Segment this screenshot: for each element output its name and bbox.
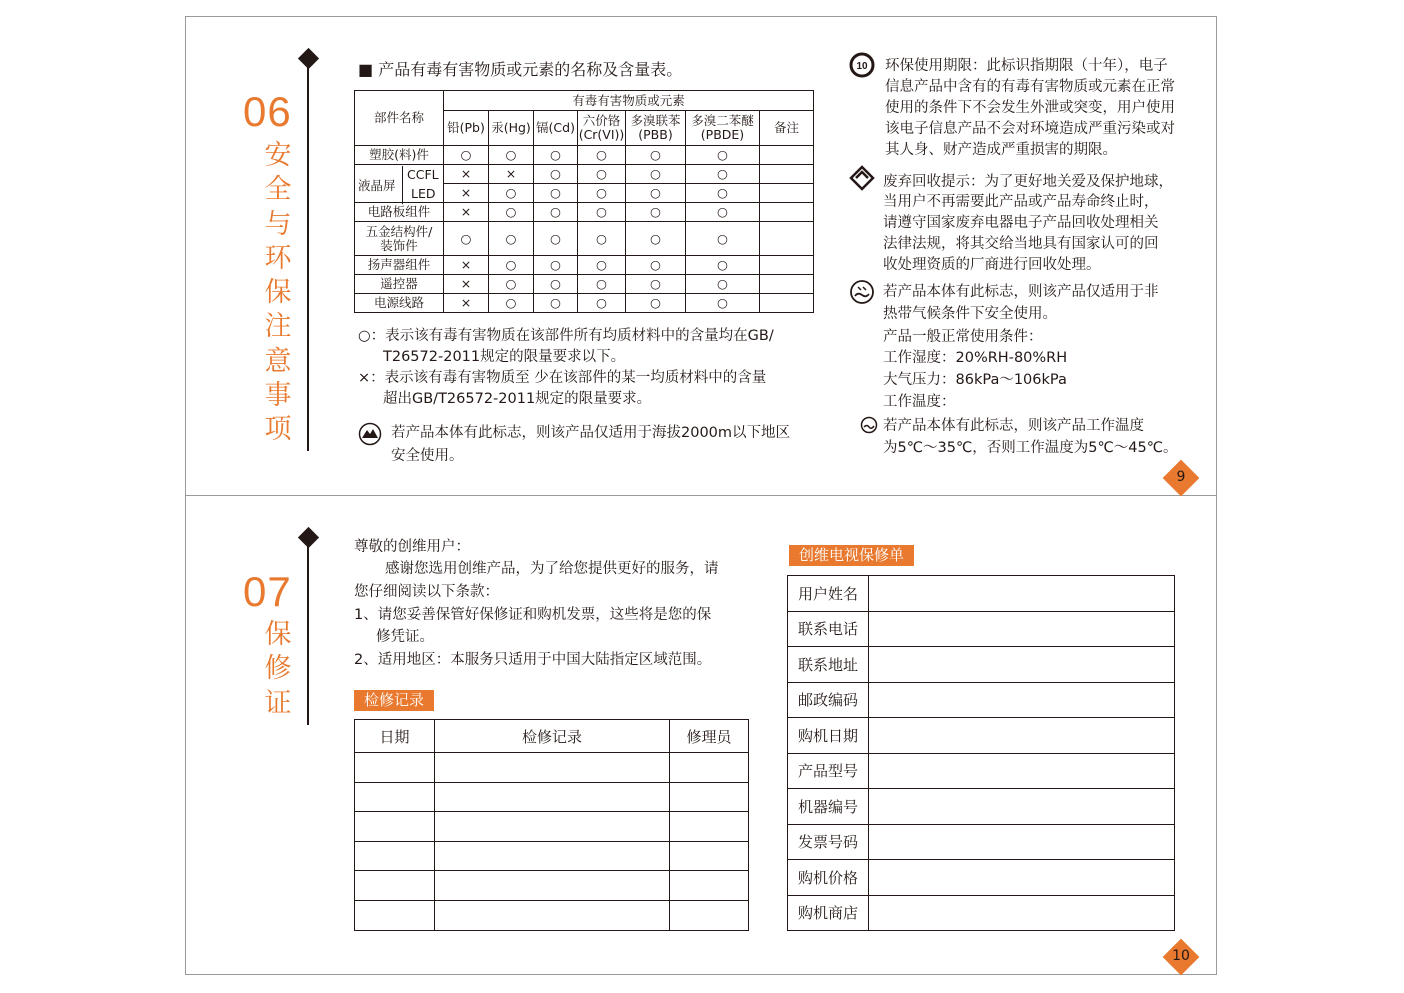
lcd-led-label: LED — [411, 186, 436, 201]
cell: × — [444, 275, 489, 294]
table-row — [355, 146, 814, 165]
cell: ○ — [626, 222, 686, 256]
hazard-table — [354, 90, 814, 313]
cell — [760, 294, 814, 313]
form-row — [788, 753, 1175, 789]
cell — [760, 203, 814, 222]
row-part: 扬声器组件 — [355, 256, 444, 275]
row-part: 五金结构件/ 装饰件 — [355, 222, 444, 256]
cell: ○ — [444, 222, 489, 256]
climate-line6: 工作温度： — [883, 394, 956, 410]
intro-line2: 您仔细阅读以下条款： — [354, 584, 499, 600]
cell: ○ — [534, 184, 578, 203]
header-group: 有毒有害物质或元素 — [444, 91, 814, 111]
climate-line1: 若产品本体有此标志，则该产品仅适用于非 — [883, 284, 1159, 300]
cell — [760, 275, 814, 294]
cell[interactable] — [355, 871, 435, 901]
section-title: 保修证 — [264, 619, 292, 719]
field-value[interactable] — [869, 718, 1175, 754]
lcd-split-line — [402, 166, 403, 204]
item2: 2、适用地区：本服务只适用于中国大陆指定区域范围。 — [354, 652, 712, 668]
climate-icon — [849, 279, 875, 305]
field-value[interactable] — [869, 824, 1175, 860]
lcd-ccfl-label: CCFL — [407, 167, 439, 182]
item1-line2: 修凭证。 — [376, 629, 434, 645]
cell: ○ — [489, 184, 534, 203]
col-repairer: 修理员 — [670, 720, 749, 753]
table-row — [355, 782, 749, 812]
cell: × — [489, 165, 534, 184]
cell[interactable] — [435, 782, 670, 812]
form-row — [788, 824, 1175, 860]
cell[interactable] — [435, 841, 670, 871]
recycle-line2: 当用户不再需要此产品或产品寿命终止时， — [883, 194, 1159, 210]
field-value[interactable] — [869, 753, 1175, 789]
cell: ○ — [686, 294, 760, 313]
cell: ○ — [578, 203, 626, 222]
header-col: 镉(Cd) — [534, 111, 578, 146]
recycle-line3: 请遵守国家废弃电器电子产品回收处理相关 — [883, 215, 1159, 231]
cell: ○ — [686, 275, 760, 294]
warranty-tag: 创维电视保修单 — [789, 545, 914, 566]
header-col: 汞(Hg) — [489, 111, 534, 146]
cell[interactable] — [670, 900, 749, 930]
cell: ○ — [578, 294, 626, 313]
cell: ○ — [534, 256, 578, 275]
note-circle-line2: T26572-2011规定的限量要求以下。 — [383, 349, 626, 365]
row-part: 塑胶(料)件 — [355, 146, 444, 165]
table-heading: ■ 产品有毒有害物质或元素的名称及含量表。 — [358, 60, 683, 79]
altitude-icon — [358, 422, 382, 446]
field-label: 用户姓名 — [788, 576, 869, 612]
cell: ○ — [444, 146, 489, 165]
note-cross-line2: 超出GB/T26572-2011规定的限量要求。 — [383, 391, 652, 407]
table-row — [355, 203, 814, 222]
row-part: 电路板组件 — [355, 203, 444, 222]
form-row — [788, 895, 1175, 931]
field-value[interactable] — [869, 611, 1175, 647]
table-row — [355, 256, 814, 275]
form-row — [788, 611, 1175, 647]
eco-period-line2: 信息产品中含有的有毒有害物质或元素在正常 — [885, 79, 1175, 95]
cell: × — [444, 256, 489, 275]
cell: ○ — [578, 222, 626, 256]
header-col: 铅(Pb) — [444, 111, 489, 146]
record-tag: 检修记录 — [354, 690, 434, 711]
header-col: 多溴二苯醚 (PBDE) — [686, 111, 760, 146]
row-part: 电源线路 — [355, 294, 444, 313]
cell[interactable] — [355, 841, 435, 871]
section-rule — [307, 66, 309, 451]
section-number: 06 — [243, 88, 292, 135]
header-col: 备注 — [760, 111, 814, 146]
cell — [760, 165, 814, 184]
cell: ○ — [534, 275, 578, 294]
temperature-line1: 若产品本体有此标志，则该产品工作温度 — [883, 418, 1144, 434]
section-rule — [307, 545, 309, 725]
header-col: 多溴联苯 (PBB) — [626, 111, 686, 146]
climate-line2: 热带气候条件下安全使用。 — [883, 306, 1057, 322]
cell: ○ — [489, 222, 534, 256]
cell[interactable] — [435, 753, 670, 783]
field-label: 购机商店 — [788, 895, 869, 931]
cell: ○ — [489, 256, 534, 275]
field-label: 发票号码 — [788, 824, 869, 860]
eco-period-line4: 该电子信息产品不会对环境造成严重污染或对 — [885, 121, 1175, 137]
cell: × — [444, 203, 489, 222]
altitude-line2: 安全使用。 — [391, 448, 464, 464]
table-row — [355, 294, 814, 313]
cell — [760, 256, 814, 275]
cell: ○ — [489, 203, 534, 222]
section-title: 安全与环保注意事项 — [264, 140, 292, 446]
cell[interactable] — [670, 841, 749, 871]
temperature-icon — [860, 416, 878, 434]
cell[interactable] — [355, 782, 435, 812]
cell: ○ — [578, 146, 626, 165]
cell: ○ — [578, 256, 626, 275]
cell: × — [444, 165, 489, 184]
field-label: 购机日期 — [788, 718, 869, 754]
cell: ○ — [578, 165, 626, 184]
field-label: 产品型号 — [788, 753, 869, 789]
cell: ○ — [686, 184, 760, 203]
eco-period-line1: 环保使用期限：此标识指期限（十年），电子 — [885, 58, 1168, 74]
field-value[interactable] — [869, 789, 1175, 825]
field-value[interactable] — [869, 895, 1175, 931]
eco-period-icon-text: 10 — [856, 61, 868, 72]
table-row — [355, 900, 749, 930]
page-number: 10 — [1172, 948, 1190, 964]
form-row — [788, 860, 1175, 896]
recycle-line5: 收处理资质的厂商进行回收处理。 — [883, 257, 1101, 273]
field-value[interactable] — [869, 647, 1175, 683]
table-row — [355, 222, 814, 256]
form-row — [788, 789, 1175, 825]
form-row — [788, 718, 1175, 754]
table-row — [355, 275, 814, 294]
climate-line3: 产品一般正常使用条件： — [883, 329, 1043, 345]
table-row — [355, 812, 749, 842]
page-number: 9 — [1176, 469, 1186, 485]
cell: ○ — [534, 203, 578, 222]
cell: ○ — [686, 222, 760, 256]
cell: ○ — [626, 184, 686, 203]
table-row — [355, 753, 749, 783]
field-value[interactable] — [869, 682, 1175, 718]
col-date: 日期 — [355, 720, 435, 753]
cell[interactable] — [435, 871, 670, 901]
climate-line5: 大气压力：86kPa～106kPa — [883, 372, 1067, 388]
cell: ○ — [626, 256, 686, 275]
cell: ○ — [534, 165, 578, 184]
cell: × — [444, 294, 489, 313]
warranty-form — [787, 575, 1175, 931]
page-divider — [185, 495, 1217, 496]
field-label: 联系地址 — [788, 647, 869, 683]
intro-line1: 感谢您选用创维产品，为了给您提供更好的服务，请 — [385, 561, 719, 577]
lcd-label: 液晶屏 — [358, 178, 396, 193]
altitude-line1: 若产品本体有此标志，则该产品仅适用于海拔2000m以下地区 — [391, 425, 791, 441]
cell[interactable] — [355, 900, 435, 930]
cell[interactable] — [435, 900, 670, 930]
cell: ○ — [489, 146, 534, 165]
eco-period-line5: 其人身、财产造成严重损害的期限。 — [885, 142, 1117, 158]
cell: ○ — [686, 165, 760, 184]
cell: ○ — [489, 294, 534, 313]
cell[interactable] — [670, 782, 749, 812]
cell: × — [444, 184, 489, 203]
note-cross-line1: ×：表示该有毒有害物质至 少在该部件的某一均质材料中的含量 — [358, 370, 767, 386]
cell: ○ — [578, 275, 626, 294]
table-row — [355, 841, 749, 871]
cell[interactable] — [355, 753, 435, 783]
header-part: 部件名称 — [355, 91, 444, 146]
cell: ○ — [489, 275, 534, 294]
cell: ○ — [626, 146, 686, 165]
repair-record-table — [354, 719, 749, 931]
cell: ○ — [686, 146, 760, 165]
col-record: 检修记录 — [435, 720, 670, 753]
note-circle-line1: ○：表示该有毒有害物质在该部件所有均质材料中的含量均在GB/ — [358, 328, 774, 344]
eco-period-line3: 使用的条件下不会发生外泄或突变，用户使用 — [885, 100, 1175, 116]
row-part: 遥控器 — [355, 275, 444, 294]
item1-line1: 1、请您妥善保管好保修证和购机发票，这些将是您的保 — [354, 607, 712, 623]
cell — [760, 222, 814, 256]
greeting: 尊敬的创维用户： — [354, 539, 470, 555]
eco-period-icon — [849, 52, 875, 78]
field-label: 购机价格 — [788, 860, 869, 896]
cell: ○ — [626, 203, 686, 222]
cell: ○ — [626, 165, 686, 184]
field-label: 联系电话 — [788, 611, 869, 647]
form-row — [788, 576, 1175, 612]
cell: ○ — [686, 203, 760, 222]
cell — [760, 184, 814, 203]
cell: ○ — [626, 294, 686, 313]
recycle-line4: 法律法规，将其交给当地具有国家认可的回 — [883, 236, 1159, 252]
field-value[interactable] — [869, 576, 1175, 612]
cell: ○ — [686, 256, 760, 275]
cell[interactable] — [435, 812, 670, 842]
field-label: 机器编号 — [788, 789, 869, 825]
recycle-line1: 废弃回收提示：为了更好地关爱及保护地球， — [883, 174, 1173, 190]
cell: ○ — [534, 222, 578, 256]
temperature-line2: 为5℃～35℃，否则工作温度为5℃～45℃。 — [883, 440, 1178, 456]
cell[interactable] — [670, 812, 749, 842]
cell[interactable] — [355, 812, 435, 842]
cell — [760, 146, 814, 165]
section-number: 07 — [243, 568, 292, 615]
cell[interactable] — [670, 871, 749, 901]
cell: ○ — [626, 275, 686, 294]
header-col: 六价铬 (Cr(VI)) — [578, 111, 626, 146]
climate-line4: 工作湿度：20%RH-80%RH — [883, 350, 1068, 366]
cell: ○ — [534, 294, 578, 313]
field-label: 邮政编码 — [788, 682, 869, 718]
field-value[interactable] — [869, 860, 1175, 896]
form-row — [788, 682, 1175, 718]
cell: ○ — [578, 184, 626, 203]
form-row — [788, 647, 1175, 683]
cell: ○ — [534, 146, 578, 165]
cell[interactable] — [670, 753, 749, 783]
recycle-icon — [849, 165, 875, 191]
table-row — [355, 871, 749, 901]
